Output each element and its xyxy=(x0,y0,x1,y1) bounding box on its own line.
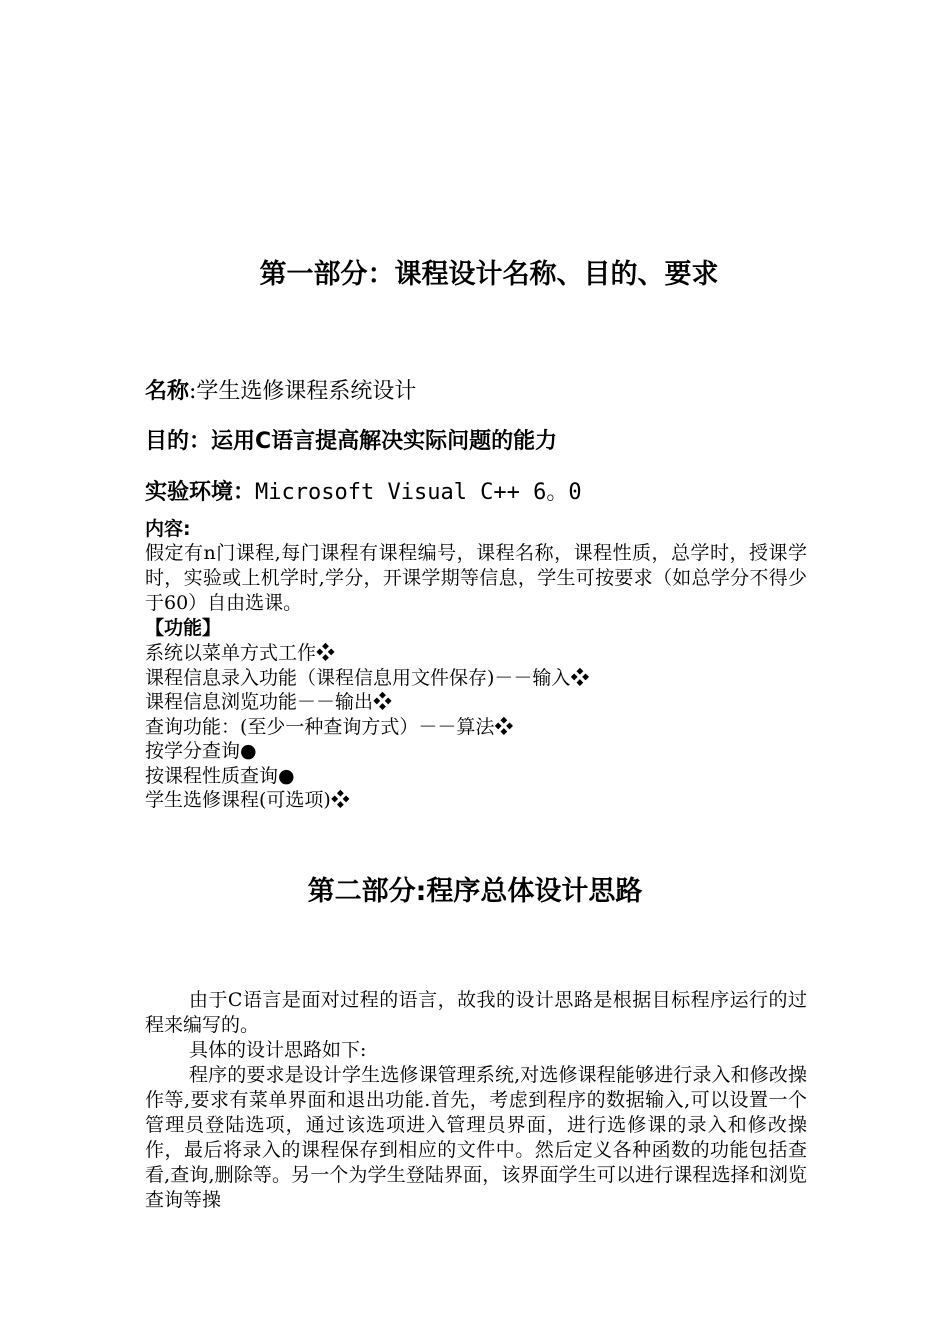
name-label: 名称 xyxy=(145,379,190,404)
environment-label: 实验环境： xyxy=(145,480,256,505)
functions-label: 【功能】 xyxy=(145,617,222,639)
part1-heading: 第一部分：课程设计名称、目的、要求 xyxy=(259,259,719,290)
design-paragraph: 具体的设计思路如下: xyxy=(189,1039,367,1061)
purpose-label: 目的： xyxy=(145,429,212,454)
functions-list xyxy=(145,641,589,813)
function-item: 按课程性质查询● xyxy=(145,764,295,787)
function-item: 课程信息浏览功能－－输出❖ xyxy=(145,691,393,713)
function-item: 学生选修课程(可选项)❖ xyxy=(145,789,350,811)
purpose-field xyxy=(145,427,557,457)
purpose-value: 运用C语言提高解决实际问题的能力 xyxy=(211,429,558,454)
content-text: 假定有n门课程,每门课程有课程编号，课程名称，课程性质，总学时，授课学时，实验或上机学时,学分，开课学期等信息，学生可按要求（如总学分不得少于60）自由选课。 xyxy=(145,542,807,614)
name-field xyxy=(145,377,416,407)
function-item: 系统以菜单方式工作❖ xyxy=(145,642,336,664)
environment-value: Microsoft Visual C++ 6。0 xyxy=(255,480,582,505)
name-value: :学生选修课程系统设计 xyxy=(189,379,417,404)
design-paragraph: 程序的要求是设计学生选修课管理系统,对选修课程能够进行录入和修改操作等,要求有菜单界面和退出功能.首先，考虑到程序的数据输入,可以设置一个管理员登陆选项，通过该选项进入管理员界面，进行选修课的录入和修改操作，最后将录入的课程保存到相应的文件中。然后定义各种函数的功能包括查看,查询,删除等。另一个为学生登陆界面，该界面学生可以进行课程选择和浏览查询等操 xyxy=(145,1064,807,1211)
content-label: 内容: xyxy=(145,518,191,540)
function-item: 查询功能：(至少一种查询方式）－－算法❖ xyxy=(145,715,514,738)
design-paragraph: 由于C语言是面对过程的语言，故我的设计思路是根据目标程序运行的过程来编写的。 xyxy=(145,989,807,1036)
part2-heading: 第二部分:程序总体设计思路 xyxy=(307,876,643,907)
function-item: 按学分查询● xyxy=(145,740,257,762)
function-item: 课程信息录入功能（课程信息用文件保存)－－输入❖ xyxy=(145,666,590,689)
environment-field xyxy=(145,478,582,508)
